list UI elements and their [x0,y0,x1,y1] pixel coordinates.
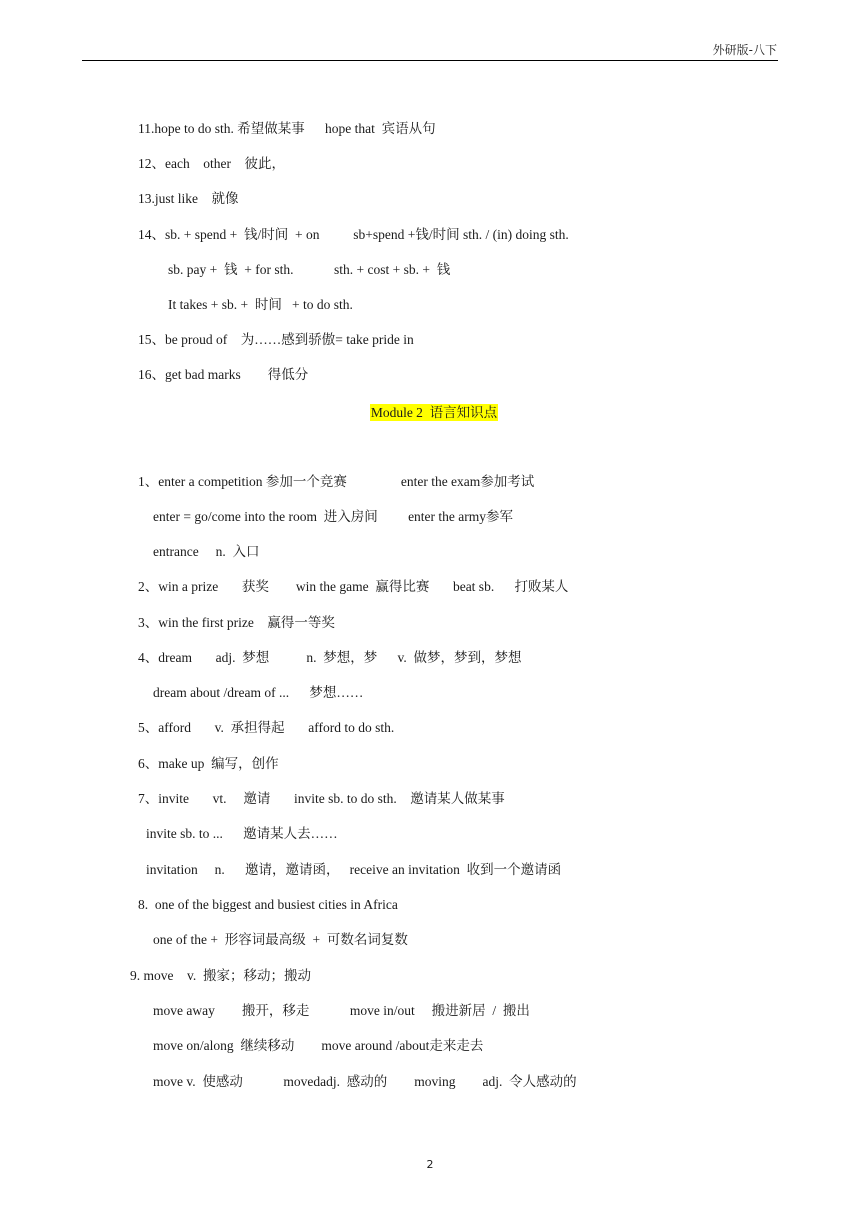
text-line: entrance n. 入口 [153,544,260,559]
header-rule [82,60,778,61]
text-line: dream about /dream of ... 梦想…… [153,685,364,700]
text-line: 15、be proud of 为……感到骄傲= take pride in [138,332,414,347]
text-line: 12、each other 彼此， [138,156,285,171]
text-line: 14、sb. + spend + 钱/时间 + on sb+spend +钱/时间 sth. / (in) doing sth. [138,227,569,242]
text-line: enter = go/come into the room 进入房间 enter the army参军 [153,509,514,524]
text-line: 1、enter a competition 参加一个竞赛 enter the exam参加考试 [138,474,535,489]
text-line: 4、dream adj. 梦想 n. 梦想，梦 v. 做梦，梦到，梦想 [138,650,522,665]
text-line: 7、invite vt. 邀请 invite sb. to do sth. 邀请某人做某事 [138,791,505,806]
text-line: move away 搬开，移走 move in/out 搬进新居 / 搬出 [153,1003,530,1018]
text-line: 3、win the first prize 赢得一等奖 [138,615,335,630]
page-number: 2 [426,1158,434,1171]
text-line: 5、afford v. 承担得起 afford to do sth. [138,720,395,735]
text-line: move on/along 继续移动 move around /about走来走去 [153,1038,484,1053]
text-line: 13.just like 就像 [138,191,239,206]
text-line: one of the + 形容词最高级 + 可数名词复数 [153,932,408,947]
text-line: It takes + sb. + 时间 + to do sth. [168,297,353,312]
text-line: invite sb. to ... 邀请某人去…… [146,826,338,841]
module-heading-text: Module 2 语言知识点 [370,405,498,420]
text-line: move v. 使感动 movedadj. 感动的 moving adj. 令人感动的 [153,1074,577,1089]
text-line: 11.hope to do sth. 希望做某事 hope that 宾语从句 [138,121,436,136]
text-line: invitation n. 邀请，邀请函， receive an invitation 收到一个邀请函 [146,862,562,877]
text-line: sb. pay + 钱 + for sth. sth. + cost + sb. + 钱 [168,262,451,277]
module-heading [0,401,860,422]
text-line: 6、make up 编写，创作 [138,756,279,771]
text-line: 16、get bad marks 得低分 [138,367,309,382]
page-header: 外研版-八下 [712,43,777,57]
text-line: 9. move v. 搬家；移动；搬动 [130,968,311,983]
text-line: 2、win a prize 获奖 win the game 赢得比赛 beat sb. 打败某人 [138,579,569,594]
text-line: 8. one of the biggest and busiest cities in Africa [138,897,398,912]
